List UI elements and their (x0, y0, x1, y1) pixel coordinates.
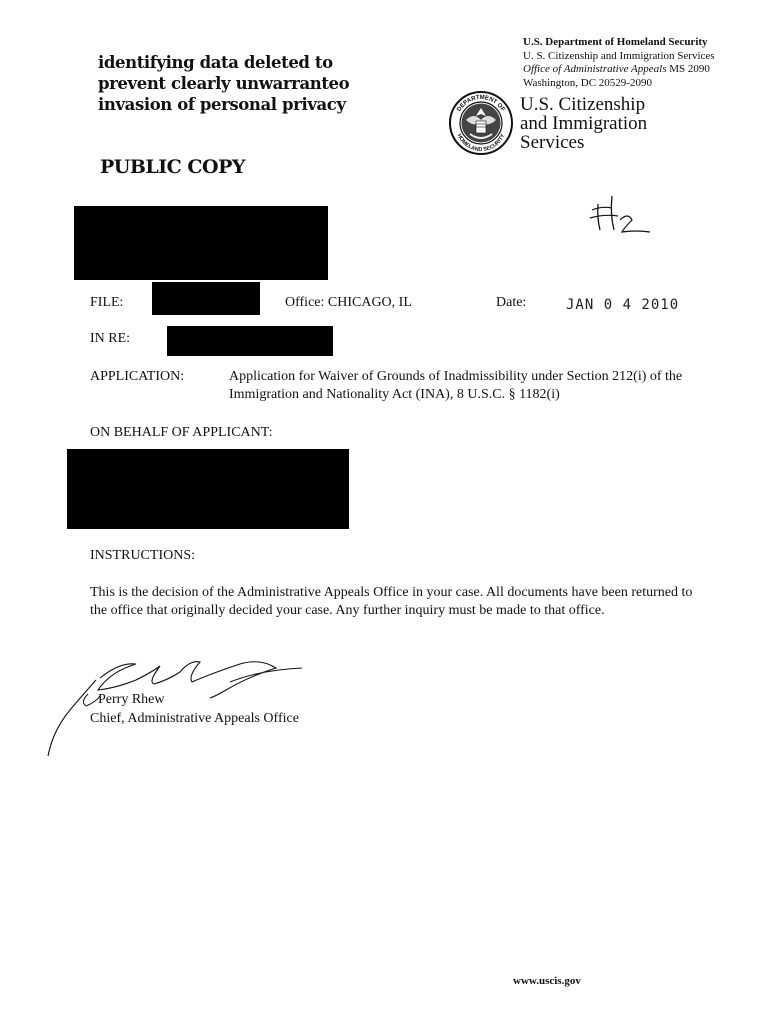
privacy-stamp (98, 52, 358, 115)
instructions-heading: INSTRUCTIONS: (90, 548, 196, 563)
signature-icon (40, 650, 320, 760)
uscis-name-line-1: U.S. Citizenship (520, 94, 646, 115)
signer-title: Chief, Administrative Appeals Office (90, 711, 299, 726)
uscis-wordmark (520, 95, 647, 152)
redacted-applicant-address (74, 206, 328, 280)
footer-url: www.uscis.gov (513, 975, 581, 987)
office-name: Office of Administrative Appeals (523, 63, 667, 75)
seal-bottom-text: HOMELAND SECURITY (455, 133, 507, 154)
signer-name: Perry Rhew (98, 692, 165, 707)
subagency-name: U. S. Citizenship and Immigration Services (523, 49, 715, 62)
office-line (523, 63, 715, 77)
instructions-line-2: the office that originally decided your case. Any further inquiry must be made to that office. (90, 603, 605, 618)
stamp-line-1: identifying data deleted to (98, 53, 333, 72)
department-name: U.S. Department of Homeland Security (523, 36, 708, 48)
redacted-file-number (152, 282, 260, 315)
agency-address-block (523, 36, 715, 90)
dhs-seal-icon (448, 90, 514, 156)
redacted-representative (67, 449, 349, 529)
stamp-line-2: prevent clearly unwarranteo (98, 74, 350, 93)
date-label: Date: (496, 295, 527, 310)
office-address: Washington, DC 20529-2090 (523, 76, 652, 89)
stamp-line-3: invasion of personal privacy (98, 95, 346, 114)
public-copy-stamp: PUBLIC COPY (100, 156, 245, 178)
redacted-applicant-name (167, 326, 333, 356)
office-label: Office: (285, 295, 325, 310)
uscis-name-line-3: Services (520, 132, 585, 153)
office-mailstop: MS 2090 (666, 63, 710, 75)
file-label: FILE: (90, 295, 124, 310)
seal-top-text: DEPARTMENT OF (456, 94, 506, 113)
date-stamp: JAN 0 4 2010 (566, 297, 680, 313)
application-line-1: Application for Waiver of Grounds of Inadmissibility under Section 212(i) of the (229, 369, 683, 384)
instructions-line-1: This is the decision of the Administrative Appeals Office in your case. All documents have been returned to (90, 585, 693, 600)
office-field (285, 294, 412, 312)
application-line-2: Immigration and Nationality Act (INA), 8 U.S.C. § 1182(i) (229, 387, 560, 402)
in-re-label: IN RE: (90, 331, 131, 346)
on-behalf-label: ON BEHALF OF APPLICANT: (90, 425, 273, 440)
application-label: APPLICATION: (90, 369, 185, 384)
office-value: CHICAGO, IL (327, 295, 412, 310)
handwritten-mark-icon (588, 190, 654, 238)
uscis-name-line-2: and Immigration (520, 113, 648, 134)
